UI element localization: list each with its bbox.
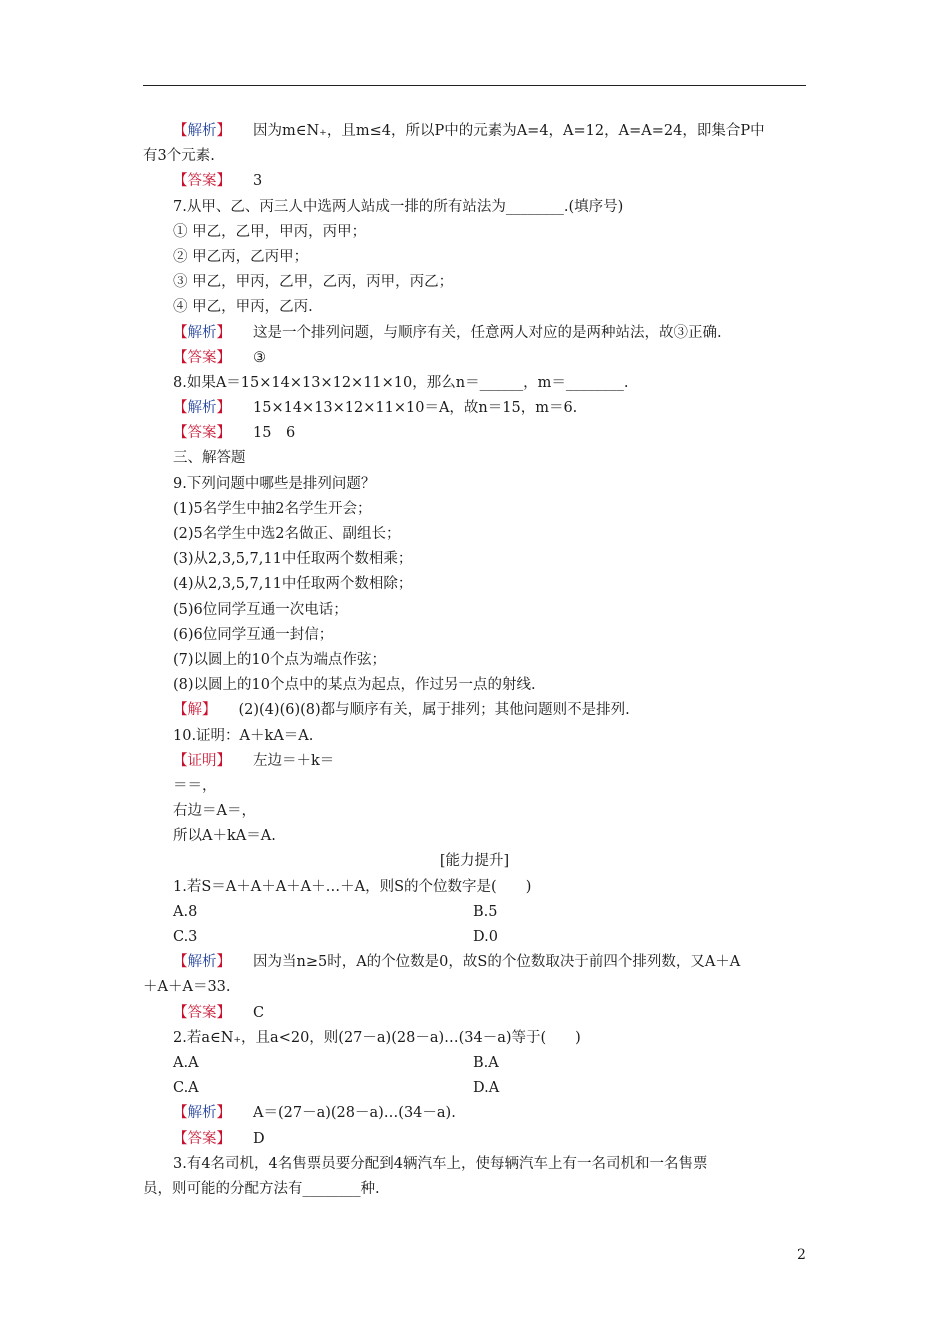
a1-options-row: [143, 900, 806, 925]
a2-explanation: [143, 1101, 806, 1126]
option-c: C.A: [173, 1080, 199, 1097]
explanation-label: 【解析】: [173, 954, 231, 971]
section-heading: 三、解答题: [173, 450, 246, 467]
q9-item: (8)以圆上的10个点中的某点为起点，作过另一点的射线.: [173, 677, 536, 694]
q9-solution: [143, 698, 806, 723]
answer-text: D: [253, 1130, 265, 1147]
q8-answer: [143, 421, 806, 446]
header-rule: [143, 85, 806, 86]
explanation-text: 因为当n≥5时，A的个位数是0，故S的个位数取决于前四个排列数，又A＋A: [253, 954, 741, 971]
option-b: B.5: [473, 903, 498, 920]
q10-proof-line: 所以A＋kA＝A.: [173, 828, 276, 845]
a2-answer: [143, 1127, 806, 1152]
proof-label: 【证明】: [173, 752, 231, 769]
a2-options-row: [143, 1051, 806, 1076]
a2-options-row: [143, 1076, 806, 1101]
explanation-text: 这是一个排列问题，与顺序有关，任意两人对应的是两种站法，故③正确.: [253, 324, 722, 341]
a1-options-row: [143, 925, 806, 950]
q10-stem: 10.证明：A＋kA＝A.: [173, 727, 314, 744]
answer-label: 【答案】: [173, 349, 231, 366]
explanation-label: 【解析】: [173, 324, 231, 341]
q7-option-1: ① 甲乙，乙甲，甲丙，丙甲；: [173, 223, 367, 240]
explanation-label: 【解析】: [173, 1105, 231, 1122]
q9-item: (2)5名学生中选2名做正、副组长；: [173, 526, 401, 542]
a3-stem-cont: 员，则可能的分配方法有________种.: [143, 1180, 380, 1197]
a1-stem: 1.若S＝A＋A＋A＋A＋…＋A，则S的个位数字是( ): [173, 878, 532, 895]
a1-explanation: [143, 950, 806, 975]
option-c: C.3: [173, 929, 198, 945]
a3-stem: 3.有4名司机，4名售票员要分配到4辆汽车上，使每辆汽车上有一名司机和一名售票: [173, 1155, 708, 1172]
answer-text: C: [253, 1004, 265, 1021]
answer-label: 【答案】: [173, 425, 231, 442]
q7-explanation: [143, 321, 806, 346]
option-a: A.A: [173, 1054, 199, 1071]
answer-label: 【答案】: [173, 1130, 231, 1147]
p6-explanation: [143, 119, 806, 144]
q9-stem: 9.下列问题中哪些是排列问题？: [173, 475, 376, 492]
q9-item: (7)以圆上的10个点为端点作弦；: [173, 651, 386, 668]
p6-explanation-cont: 有3个元素.: [143, 148, 215, 165]
q7-option-2: ② 甲乙丙，乙丙甲；: [173, 248, 309, 265]
q10-proof: [143, 749, 806, 774]
explanation-text: 15×14×13×12×11×10＝A，故n＝15，m＝6.: [253, 400, 578, 417]
q10-proof-line: ＝＝，: [173, 777, 217, 794]
solution-text: (2)(4)(6)(8)都与顺序有关，属于排列；其他问题则不是排列.: [238, 702, 630, 719]
a2-stem: 2.若a∈N₊，且a<20，则(27－a)(28－a)…(34－a)等于( ): [173, 1029, 581, 1046]
explanation-label: 【解析】: [173, 123, 231, 139]
answer-label: 【答案】: [173, 173, 231, 190]
a1-explanation-cont: ＋A＋A＝33.: [143, 979, 231, 996]
q10-proof-line: 右边＝A＝，: [173, 803, 256, 820]
option-d: D.0: [473, 929, 498, 945]
solution-label: 【解】: [173, 702, 217, 719]
answer-text: 15 6: [253, 425, 296, 442]
answer-text: 3: [253, 173, 263, 190]
q8-explanation: [143, 396, 806, 421]
a1-answer: [143, 1001, 806, 1026]
q7-answer: [143, 346, 806, 371]
document-body: [143, 119, 806, 1202]
proof-text: 左边＝＋k＝: [253, 752, 335, 769]
page-number: 2: [797, 1247, 806, 1263]
option-d: D.A: [473, 1080, 500, 1097]
q9-item: (4)从2,3,5,7,11中任取两个数相除；: [173, 576, 413, 593]
q9-item: (3)从2,3,5,7,11中任取两个数相乘；: [173, 551, 413, 568]
q9-item: (5)6位同学互通一次电话；: [173, 601, 348, 618]
q7-option-3: ③ 甲乙，甲丙，乙甲，乙丙，丙甲，丙乙；: [173, 274, 454, 291]
ability-heading: [能力提升]: [439, 853, 510, 870]
option-a: A.8: [173, 903, 198, 920]
explanation-label: 【解析】: [173, 400, 231, 417]
q9-item: (1)5名学生中抽2名学生开会；: [173, 500, 372, 517]
explanation-text: 因为m∈N₊，且m≤4，所以P中的元素为A=4，A=12，A=A=24，即集合P中: [253, 123, 765, 139]
answer-text: ③: [253, 349, 266, 366]
answer-label: 【答案】: [173, 1004, 231, 1021]
q7-option-4: ④ 甲乙，甲丙，乙丙.: [173, 299, 313, 316]
q8-stem: 8.如果A＝15×14×13×12×11×10，那么n＝______，m＝________.: [173, 374, 629, 391]
p6-answer: [143, 169, 806, 194]
explanation-text: A＝(27－a)(28－a)…(34－a).: [253, 1105, 456, 1122]
option-b: B.A: [473, 1054, 499, 1071]
q9-item: (6)6位同学互通一封信；: [173, 626, 334, 643]
q7-stem: 7.从甲、乙、丙三人中选两人站成一排的所有站法为________.(填序号): [173, 198, 624, 215]
